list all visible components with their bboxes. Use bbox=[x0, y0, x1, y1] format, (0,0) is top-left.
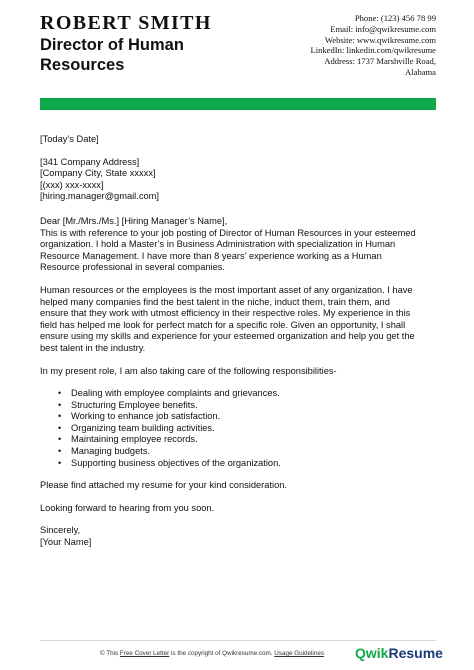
job-title-line-2: Resources bbox=[40, 56, 125, 74]
recipient-email: [hiring.manager@gmail.com] bbox=[40, 191, 159, 202]
paragraph-line: Resource Management. I have more than 8 years’ experience working as a Human bbox=[40, 250, 382, 261]
footer-divider bbox=[40, 640, 436, 641]
contact-linkedin[interactable]: LinkedIn: linkedin.com/qwikresume bbox=[310, 45, 436, 56]
paragraph-line: helped many companies find the best talent in the niche, induct them, train them, and bbox=[40, 296, 390, 307]
paragraph-line: best talent in the industry. bbox=[40, 342, 146, 353]
paragraph-line: organization. I hold a Master’s in Business Administration with specialization in Human bbox=[40, 239, 396, 250]
contact-address-line-1: Address: 1737 Marshville Road, bbox=[324, 56, 436, 67]
footer-note bbox=[100, 650, 324, 657]
paragraph-line: ensure that they work with utmost efficiency in their respective roles. My experience in this bbox=[40, 308, 411, 319]
list-item: • Dealing with employee complaints and grievances. bbox=[58, 388, 440, 400]
accent-divider bbox=[40, 98, 436, 110]
list-item: • Supporting business objectives of the organization. bbox=[58, 458, 440, 470]
closing: Sincerely, bbox=[40, 525, 81, 536]
paragraph-line: This is with reference to your job posting of Director of Human Resources in your esteemed bbox=[40, 227, 416, 238]
paragraph-2 bbox=[40, 285, 440, 355]
recipient-block bbox=[40, 157, 440, 203]
salutation: Dear [Mr./Mrs./Ms.] [Hiring Manager’s Name], bbox=[40, 215, 228, 226]
qwikresume-logo bbox=[355, 645, 443, 661]
logo-part-qwik: Qwik bbox=[355, 645, 389, 661]
recipient-phone: [(xxx) xxx-xxxx] bbox=[40, 179, 104, 190]
candidate-name: ROBERT SMITH bbox=[40, 12, 212, 34]
paragraph-line: Human resources or the employees is the most important asset of any organization. I have bbox=[40, 284, 413, 295]
paragraph-line: field has helped me look for perfect match for a specific role. Given an opportunity, I shall bbox=[40, 319, 406, 330]
paragraph-5: Looking forward to hearing from you soon. bbox=[40, 502, 215, 513]
responsibilities-list bbox=[58, 388, 440, 469]
signature-name: [Your Name] bbox=[40, 537, 92, 548]
contact-email[interactable]: Email: info@qwikresume.com bbox=[330, 23, 436, 34]
footer-copyright: © This bbox=[100, 650, 119, 657]
list-item: • Organizing team building activities. bbox=[58, 423, 440, 435]
contact-phone: Phone: (123) 456 78 99 bbox=[354, 13, 436, 23]
recipient-city: [Company City, State xxxxx] bbox=[40, 168, 156, 179]
footer-copyright-text: is the copyright of Qwikresume.com. bbox=[171, 650, 273, 657]
logo-part-resume: Resume bbox=[388, 645, 443, 661]
contact-address-line-2: Alabama bbox=[404, 66, 436, 77]
contact-info bbox=[236, 13, 436, 78]
paragraph-line: Resource professional in several companies. bbox=[40, 262, 225, 273]
paragraph-line: ensure using my skills and experience for your esteemed organization and help you get the bbox=[40, 331, 415, 342]
job-title-line-1: Director of Human bbox=[40, 36, 184, 54]
list-item: • Managing budgets. bbox=[58, 446, 440, 458]
contact-website[interactable]: Website: www.qwikresume.com bbox=[324, 34, 436, 45]
recipient-address: [341 Company Address] bbox=[40, 156, 140, 167]
paragraph-4: Please find attached my resume for your kind consideration. bbox=[40, 480, 288, 491]
letter-body bbox=[40, 134, 440, 549]
paragraph-3: In my present role, I am also taking care of the following responsibilities- bbox=[40, 365, 337, 376]
letter-date: [Today’s Date] bbox=[40, 134, 99, 144]
paragraph-1 bbox=[40, 228, 440, 274]
list-item: • Working to enhance job satisfaction. bbox=[58, 411, 440, 423]
list-item: • Maintaining employee records. bbox=[58, 434, 440, 446]
usage-guidelines-link[interactable]: Usage Guidelines bbox=[274, 650, 324, 657]
list-item: • Structuring Employee benefits. bbox=[58, 400, 440, 412]
free-cover-letter-link[interactable]: Free Cover Letter bbox=[119, 650, 170, 657]
